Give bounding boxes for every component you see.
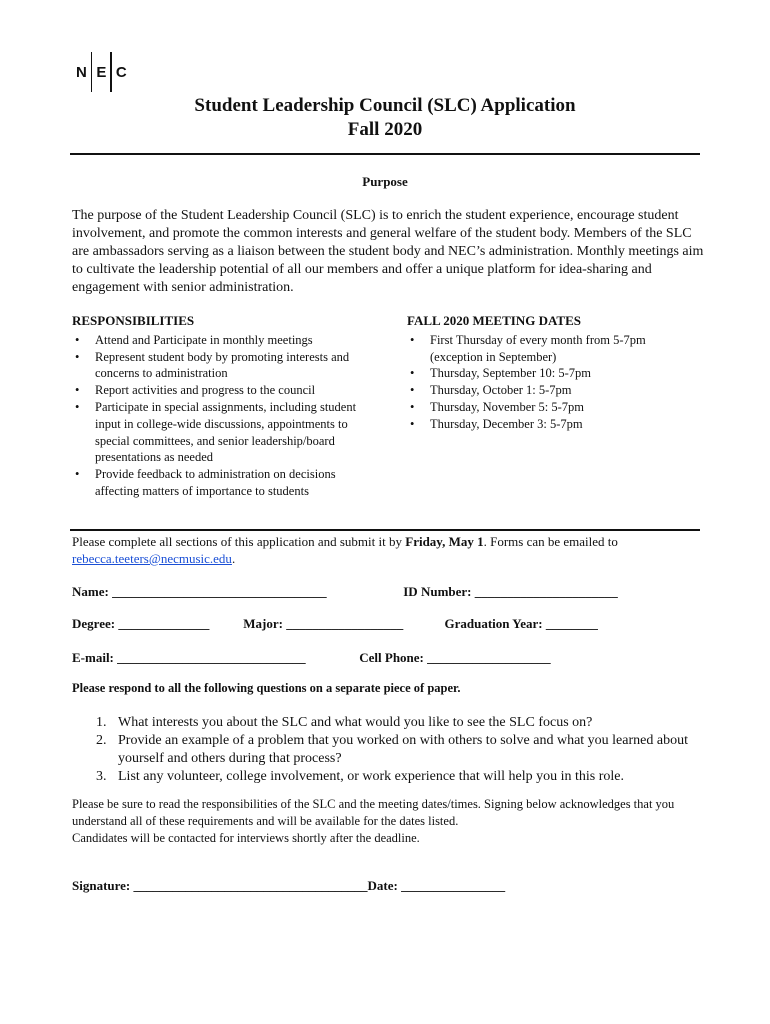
question-number: 2. [96,733,107,748]
contact-email-link[interactable]: rebecca.teeters@necmusic.edu [72,551,232,566]
header-divider [70,153,700,155]
cell-phone-field[interactable]: Cell Phone: ___________________ [359,650,551,665]
graduation-year-field[interactable]: Graduation Year: ________ [444,616,598,631]
acknowledgement-line: Please be sure to read the responsibilities of the SLC and the meeting dates/times. Signing below acknowledges that you understand all of these requirements and will be available for the dates listed. [72,797,675,828]
submission-instructions [72,533,702,567]
contact-row [72,650,551,666]
nec-logo [72,52,131,92]
purpose-paragraph: The purpose of the Student Leadership Council (SLC) is to enrich the student experience, encourage student involvement, and promote the common interests and general welfare of the student body. Members of the SLC are ambassadors serving as a liaison between the student body and NEC’s administration. Monthly meetings aim to cultivate the leadership potential of all our members and offer a unique platform for idea-sharing and engagement with senior administration. [72,208,704,295]
question-text: What interests you about the SLC and what would you like to see the SLC focus on? [118,715,593,730]
acknowledgement-text [72,796,702,847]
instructions-period: . [231,551,236,566]
list-item: • Represent student body by promoting interests and concerns to administration [72,349,372,383]
list-item: • Attend and Participate in monthly meetings [72,332,372,349]
list-item [72,732,704,768]
question-text: List any volunteer, college involvement, or work experience that will help you in this role. [118,769,625,784]
degree-row [72,616,598,632]
logo-letter-n: N [76,63,87,81]
list-item: • Thursday, December 3: 5-7pm [407,416,697,433]
list-item: • Provide feedback to administration on decisions affecting matters of importance to students [72,466,372,500]
meeting-dates-section [407,313,697,433]
questions-heading: Please respond to all the following questions on a separate piece of paper. [72,681,461,695]
instructions-text: . Forms can be emailed to [483,534,618,549]
list-item: • Thursday, October 1: 5-7pm [407,382,697,399]
questions-list [72,714,704,786]
logo-letter-e: E [96,63,107,81]
meeting-dates-list [407,332,697,433]
name-id-row [72,584,618,600]
meeting-dates-heading: FALL 2020 MEETING DATES [407,313,581,328]
responsibilities-section [72,313,372,500]
list-item: • Thursday, November 5: 5-7pm [407,399,697,416]
date-field[interactable]: Date: ________________ [367,878,506,893]
purpose-heading: Purpose [362,174,408,189]
list-item: • Report activities and progress to the council [72,382,372,399]
list-item: • Participate in special assignments, including student input in college-wide discussions, appointments to special committees, and senior leadership/board presentations as needed [72,399,372,466]
major-field[interactable]: Major: __________________ [243,616,404,631]
subtitle-line: Fall 2020 [347,119,423,140]
signature-field[interactable]: Signature: ____________________________________ [72,878,368,893]
id-number-field[interactable]: ID Number: ______________________ [403,584,618,599]
section-divider [70,529,700,531]
list-item [72,714,704,732]
title-line: Student Leadership Council (SLC) Application [194,95,576,116]
email-field[interactable]: E-mail: _____________________________ [72,650,306,665]
responsibilities-heading: RESPONSIBILITIES [72,313,195,328]
list-item: • Thursday, September 10: 5-7pm [407,365,697,382]
question-number: 3. [96,769,107,784]
question-text: Provide an example of a problem that you worked on with others to solve and what you learned about yourself and others during that process? [118,733,688,766]
responsibilities-list [72,332,372,500]
list-item [72,768,704,786]
instructions-text: Please complete all sections of this application and submit it by [72,534,406,549]
deadline-text: Friday, May 1 [405,534,484,549]
name-field[interactable]: Name: _________________________________ [72,584,327,599]
list-item: • First Thursday of every month from 5-7pm (exception in September) [407,332,697,366]
document-title [0,94,770,142]
degree-field[interactable]: Degree: ______________ [72,616,210,631]
signature-row [72,878,505,894]
question-number: 1. [96,715,107,730]
logo-letter-c: C [115,63,127,81]
acknowledgement-line: Candidates will be contacted for interviews shortly after the deadline. [72,831,420,845]
